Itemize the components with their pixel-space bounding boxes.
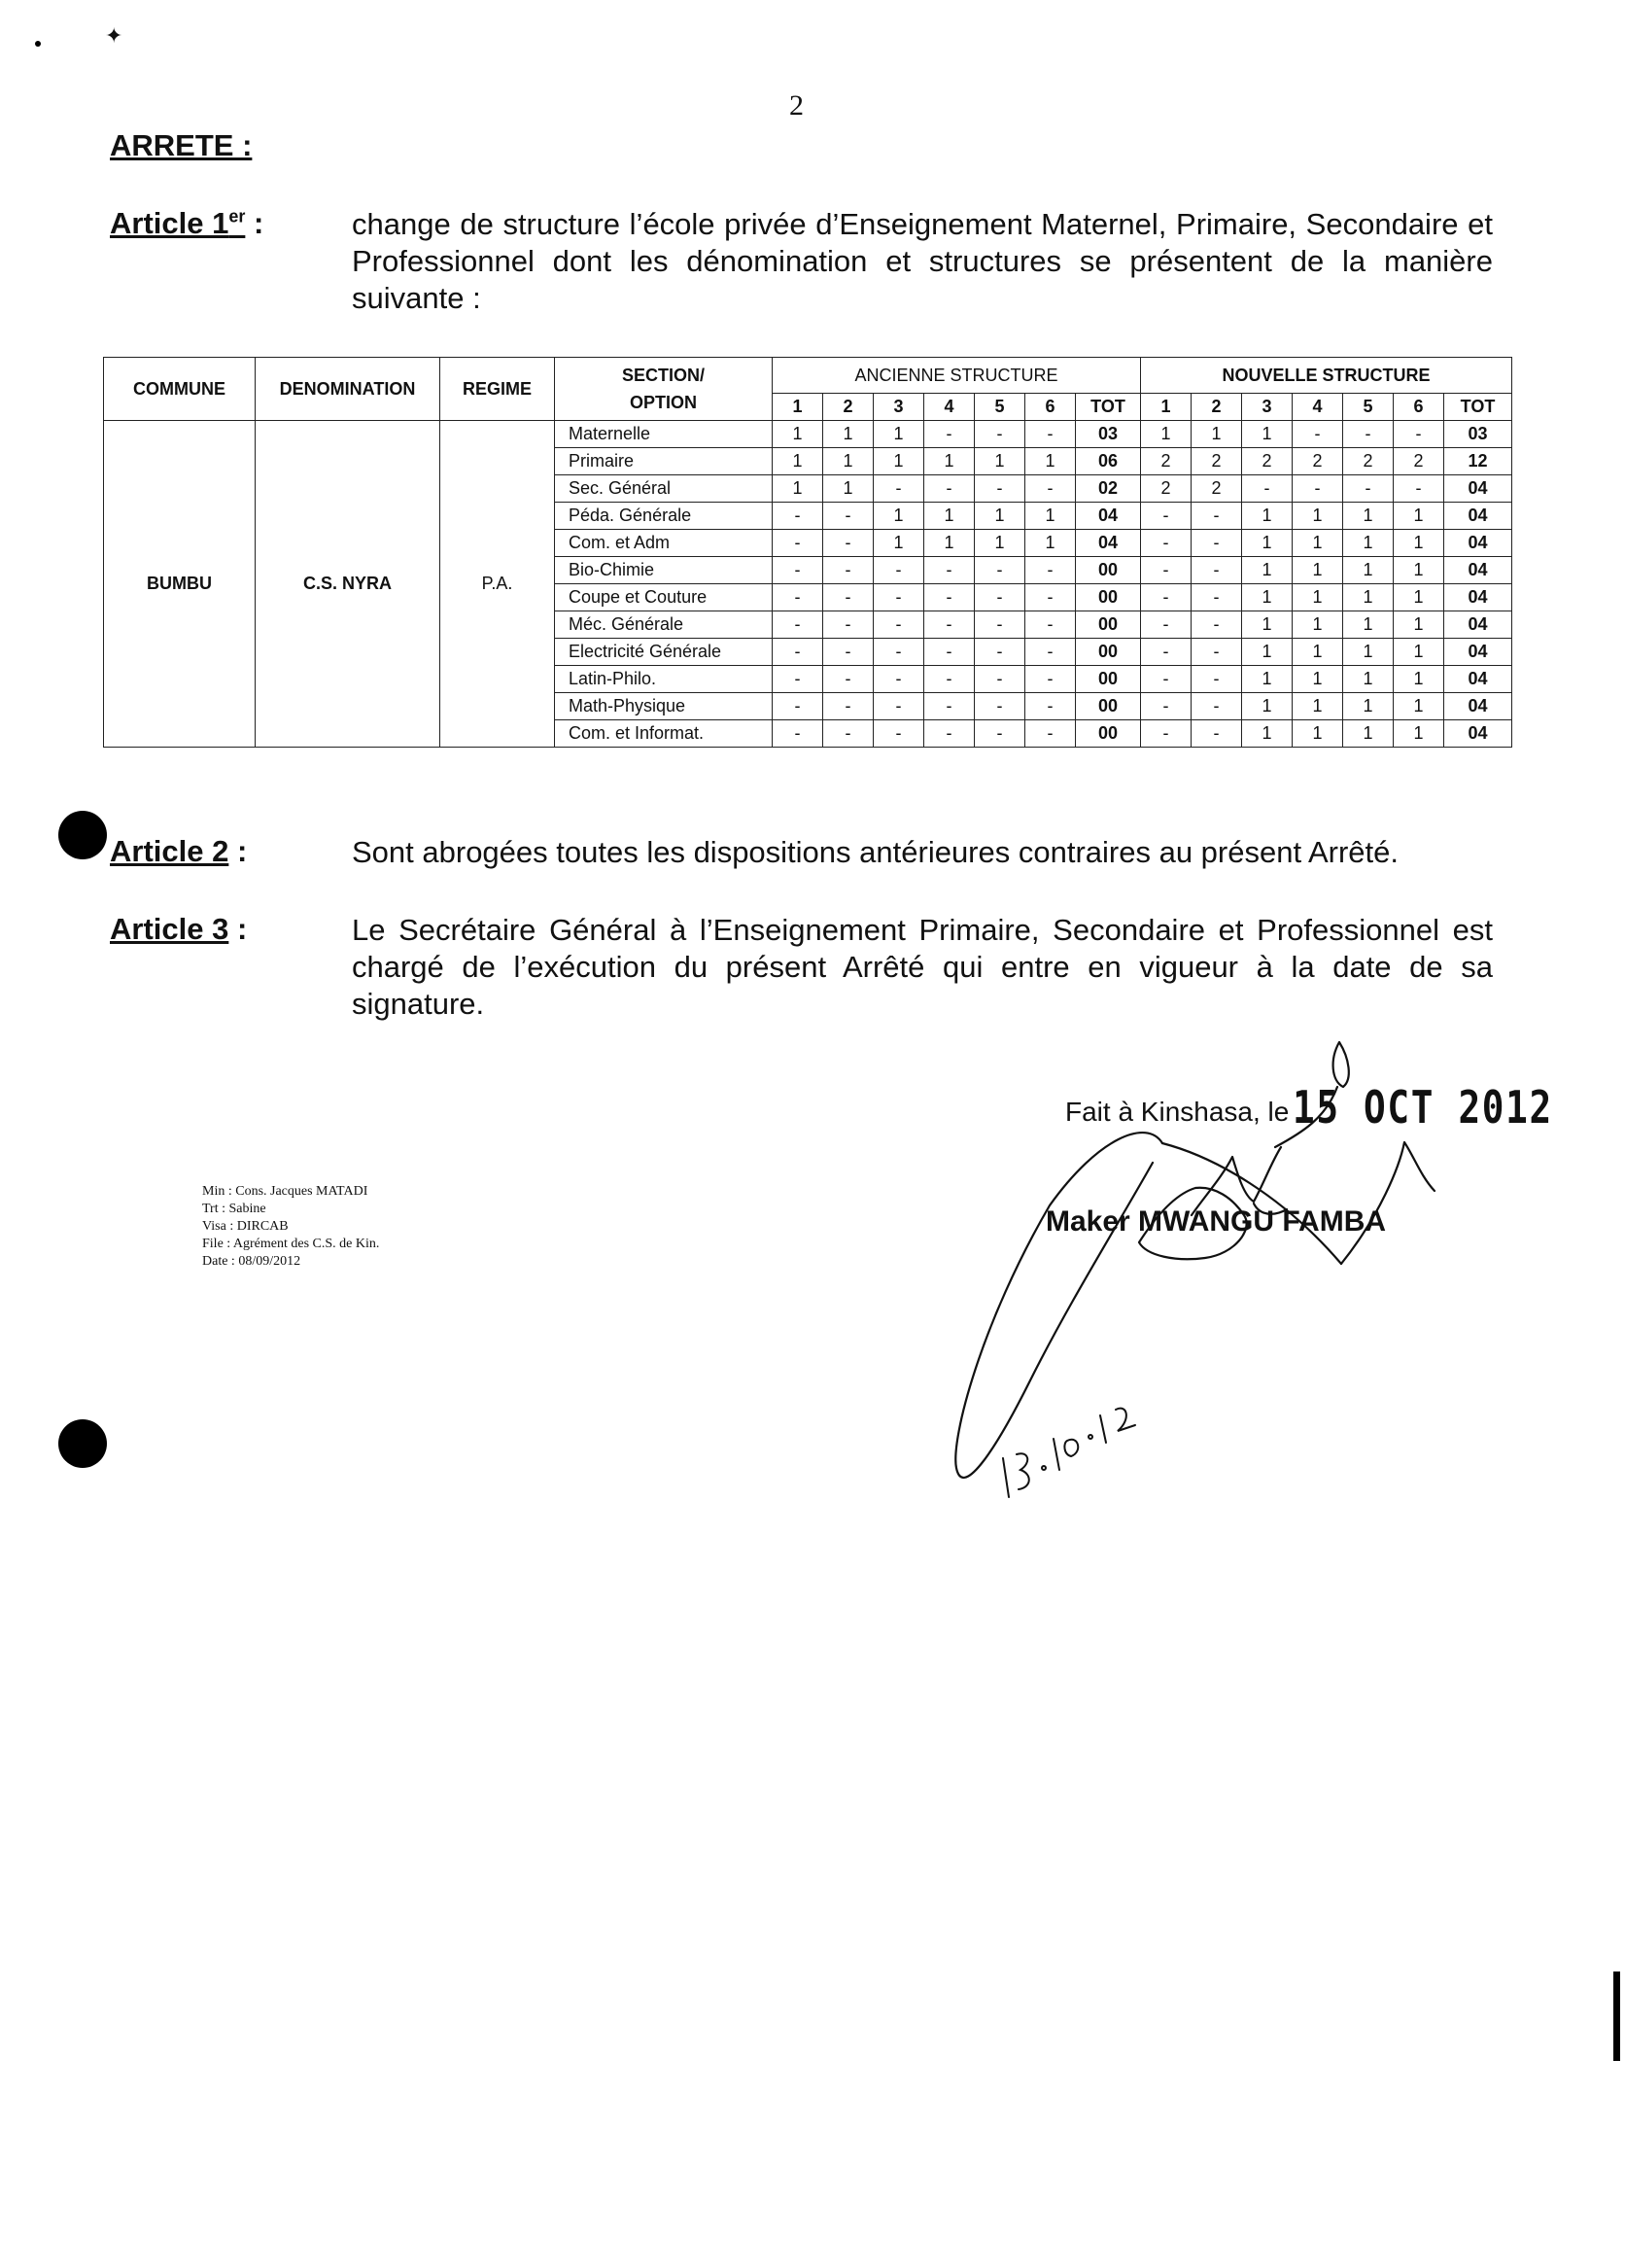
nouvelle-year-cell: 1 (1293, 611, 1343, 639)
nouvelle-year-cell: 1 (1343, 639, 1394, 666)
ancienne-year-cell: - (773, 611, 823, 639)
ancienne-year-cell: - (975, 421, 1025, 448)
ancienne-year-cell: - (975, 720, 1025, 748)
ancienne-year-cell: - (874, 639, 924, 666)
nouvelle-total-cell: 04 (1444, 693, 1512, 720)
nouvelle-year-cell: - (1141, 503, 1192, 530)
ancienne-year-cell: - (874, 693, 924, 720)
article-1-colon: : (245, 206, 264, 240)
header-section-option (555, 358, 773, 421)
ancienne-year-cell: - (924, 421, 975, 448)
nouvelle-total-cell: 04 (1444, 720, 1512, 748)
col-header: 6 (1394, 394, 1444, 421)
nouvelle-year-cell: 1 (1242, 693, 1293, 720)
nouvelle-year-cell: 2 (1192, 448, 1242, 475)
ancienne-year-cell: - (773, 693, 823, 720)
ancienne-total-cell: 00 (1076, 639, 1141, 666)
regime-cell: P.A. (440, 421, 555, 748)
ancienne-year-cell: - (975, 557, 1025, 584)
ancienne-year-cell: - (975, 666, 1025, 693)
arrete-heading: ARRETE : (110, 128, 253, 162)
punch-hole-mark (58, 811, 107, 859)
nouvelle-year-cell: 1 (1394, 666, 1444, 693)
ancienne-year-cell: 1 (773, 475, 823, 503)
ancienne-year-cell: - (975, 475, 1025, 503)
nouvelle-year-cell: - (1192, 611, 1242, 639)
col-header: 4 (924, 394, 975, 421)
nouvelle-year-cell: 1 (1242, 666, 1293, 693)
option-cell: Péda. Générale (555, 503, 773, 530)
ancienne-year-cell: - (773, 720, 823, 748)
nouvelle-total-cell: 03 (1444, 421, 1512, 448)
option-cell: Sec. Général (555, 475, 773, 503)
ancienne-year-cell: - (1025, 584, 1076, 611)
col-header-tot: TOT (1076, 394, 1141, 421)
ancienne-year-cell: - (1025, 720, 1076, 748)
nouvelle-year-cell: 2 (1192, 475, 1242, 503)
ancienne-total-cell: 02 (1076, 475, 1141, 503)
nouvelle-year-cell: 1 (1394, 503, 1444, 530)
ancienne-year-cell: 1 (924, 503, 975, 530)
nouvelle-year-cell: 1 (1242, 639, 1293, 666)
ancienne-year-cell: - (1025, 421, 1076, 448)
ancienne-year-cell: - (773, 584, 823, 611)
scan-edge-mark (1613, 1971, 1620, 2061)
ancienne-year-cell: - (1025, 611, 1076, 639)
ancienne-year-cell: - (975, 693, 1025, 720)
article-3-colon: : (228, 912, 248, 946)
nouvelle-year-cell: 1 (1394, 693, 1444, 720)
col-header: 3 (1242, 394, 1293, 421)
ancienne-year-cell: - (823, 693, 874, 720)
nouvelle-year-cell: 1 (1293, 693, 1343, 720)
ancienne-year-cell: - (773, 639, 823, 666)
ancienne-year-cell: - (823, 530, 874, 557)
header-regime: REGIME (440, 358, 555, 421)
ancienne-total-cell: 06 (1076, 448, 1141, 475)
ancienne-year-cell: 1 (874, 530, 924, 557)
nouvelle-year-cell: - (1141, 530, 1192, 557)
ancienne-year-cell: - (1025, 639, 1076, 666)
nouvelle-year-cell: - (1141, 557, 1192, 584)
nouvelle-year-cell: - (1141, 639, 1192, 666)
ancienne-year-cell: 1 (975, 503, 1025, 530)
nouvelle-year-cell: 1 (1242, 720, 1293, 748)
nouvelle-year-cell: 1 (1242, 503, 1293, 530)
nouvelle-year-cell: - (1192, 584, 1242, 611)
ancienne-year-cell: 1 (773, 448, 823, 475)
nouvelle-total-cell: 04 (1444, 530, 1512, 557)
nouvelle-year-cell: - (1141, 720, 1192, 748)
nouvelle-year-cell: - (1192, 639, 1242, 666)
ancienne-year-cell: 1 (874, 421, 924, 448)
nouvelle-year-cell: 2 (1394, 448, 1444, 475)
ancienne-year-cell: - (773, 666, 823, 693)
nouvelle-year-cell: 2 (1343, 448, 1394, 475)
nouvelle-total-cell: 12 (1444, 448, 1512, 475)
nouvelle-year-cell: - (1192, 503, 1242, 530)
nouvelle-total-cell: 04 (1444, 503, 1512, 530)
ancienne-year-cell: - (924, 693, 975, 720)
nouvelle-year-cell: - (1192, 666, 1242, 693)
nouvelle-total-cell: 04 (1444, 584, 1512, 611)
option-cell: Maternelle (555, 421, 773, 448)
ancienne-total-cell: 04 (1076, 503, 1141, 530)
ancienne-year-cell: - (1025, 475, 1076, 503)
ancienne-year-cell: 1 (924, 530, 975, 557)
article-2-label (110, 834, 247, 869)
nouvelle-year-cell: - (1141, 584, 1192, 611)
nouvelle-year-cell: 1 (1242, 530, 1293, 557)
ancienne-year-cell: 1 (1025, 503, 1076, 530)
nouvelle-year-cell: - (1192, 693, 1242, 720)
nouvelle-year-cell: 1 (1343, 557, 1394, 584)
nouvelle-year-cell: 2 (1293, 448, 1343, 475)
ancienne-year-cell: 1 (823, 475, 874, 503)
header-commune: COMMUNE (104, 358, 256, 421)
nouvelle-year-cell: 1 (1343, 720, 1394, 748)
ancienne-year-cell: - (823, 503, 874, 530)
nouvelle-total-cell: 04 (1444, 639, 1512, 666)
nouvelle-year-cell: 1 (1394, 720, 1444, 748)
ancienne-year-cell: - (924, 639, 975, 666)
nouvelle-year-cell: - (1192, 557, 1242, 584)
nouvelle-year-cell: 1 (1394, 584, 1444, 611)
ancienne-total-cell: 00 (1076, 611, 1141, 639)
col-header-tot: TOT (1444, 394, 1512, 421)
nouvelle-year-cell: 1 (1293, 639, 1343, 666)
nouvelle-year-cell: 1 (1293, 503, 1343, 530)
ancienne-year-cell: 1 (874, 503, 924, 530)
ancienne-year-cell: 1 (823, 448, 874, 475)
ancienne-year-cell: - (924, 666, 975, 693)
ancienne-year-cell: 1 (874, 448, 924, 475)
ancienne-year-cell: 1 (924, 448, 975, 475)
nouvelle-year-cell: 1 (1293, 557, 1343, 584)
date-stamp: 15 OCT 2012 (1293, 1081, 1553, 1134)
structure-table-body (104, 421, 1512, 748)
ancienne-year-cell: - (924, 611, 975, 639)
ancienne-total-cell: 04 (1076, 530, 1141, 557)
nouvelle-year-cell: 1 (1192, 421, 1242, 448)
nouvelle-total-cell: 04 (1444, 611, 1512, 639)
ancienne-year-cell: - (924, 475, 975, 503)
ancienne-year-cell: 1 (823, 421, 874, 448)
ancienne-year-cell: 1 (1025, 530, 1076, 557)
structure-table (103, 357, 1512, 748)
col-header: 3 (874, 394, 924, 421)
header-nouvelle-structure: NOUVELLE STRUCTURE (1141, 358, 1512, 394)
denomination-cell: C.S. NYRA (256, 421, 440, 748)
nouvelle-year-cell: 2 (1141, 448, 1192, 475)
punch-hole-mark (58, 1419, 107, 1468)
nouvelle-total-cell: 04 (1444, 666, 1512, 693)
ancienne-total-cell: 00 (1076, 720, 1141, 748)
scan-speck: ✦ (105, 23, 123, 48)
option-cell: Primaire (555, 448, 773, 475)
col-header: 1 (773, 394, 823, 421)
ancienne-year-cell: - (874, 557, 924, 584)
ancienne-year-cell: - (823, 611, 874, 639)
option-cell: Méc. Générale (555, 611, 773, 639)
col-header: 4 (1293, 394, 1343, 421)
nouvelle-year-cell: 1 (1394, 611, 1444, 639)
nouvelle-year-cell: 1 (1242, 557, 1293, 584)
nouvelle-year-cell: 2 (1141, 475, 1192, 503)
nouvelle-year-cell: - (1141, 611, 1192, 639)
nouvelle-year-cell: 1 (1293, 530, 1343, 557)
nouvelle-year-cell: 1 (1293, 584, 1343, 611)
option-cell: Bio-Chimie (555, 557, 773, 584)
ancienne-total-cell: 00 (1076, 693, 1141, 720)
ancienne-year-cell: - (773, 503, 823, 530)
nouvelle-year-cell: 1 (1242, 584, 1293, 611)
nouvelle-year-cell: - (1394, 475, 1444, 503)
col-header: 6 (1025, 394, 1076, 421)
option-cell: Com. et Adm (555, 530, 773, 557)
ancienne-year-cell: - (773, 557, 823, 584)
col-header: 1 (1141, 394, 1192, 421)
nouvelle-year-cell: - (1343, 475, 1394, 503)
ref-line-trt: Trt : Sabine (202, 1202, 266, 1216)
ancienne-year-cell: - (823, 666, 874, 693)
ancienne-year-cell: - (924, 720, 975, 748)
ancienne-year-cell: - (874, 475, 924, 503)
nouvelle-year-cell: 2 (1242, 448, 1293, 475)
nouvelle-year-cell: 1 (1343, 530, 1394, 557)
ancienne-year-cell: - (773, 530, 823, 557)
ancienne-year-cell: 1 (975, 448, 1025, 475)
fait-a-kinshasa: Fait à Kinshasa, le (1065, 1097, 1290, 1127)
nouvelle-year-cell: 1 (1394, 639, 1444, 666)
ancienne-year-cell: - (874, 666, 924, 693)
ancienne-year-cell: - (823, 584, 874, 611)
nouvelle-year-cell: 1 (1343, 503, 1394, 530)
article-1-label (110, 206, 263, 241)
col-header: 5 (975, 394, 1025, 421)
ancienne-year-cell: - (1025, 557, 1076, 584)
ancienne-year-cell: - (975, 584, 1025, 611)
ref-line-min: Min : Cons. Jacques MATADI (202, 1184, 368, 1199)
nouvelle-year-cell: - (1141, 666, 1192, 693)
table-row (104, 421, 1512, 448)
option-cell: Latin-Philo. (555, 666, 773, 693)
nouvelle-year-cell: - (1141, 693, 1192, 720)
ref-line-date: Date : 08/09/2012 (202, 1254, 301, 1269)
nouvelle-year-cell: 1 (1343, 693, 1394, 720)
ancienne-year-cell: - (823, 639, 874, 666)
ancienne-year-cell: 1 (773, 421, 823, 448)
article-2-label-text: Article 2 (110, 834, 229, 868)
ancienne-total-cell: 00 (1076, 557, 1141, 584)
col-header: 2 (1192, 394, 1242, 421)
col-header: 5 (1343, 394, 1394, 421)
nouvelle-year-cell: 1 (1293, 666, 1343, 693)
commune-cell: BUMBU (104, 421, 256, 748)
page-number: 2 (789, 89, 804, 122)
ancienne-year-cell: - (975, 611, 1025, 639)
header-option: OPTION (629, 393, 697, 412)
ancienne-year-cell: - (874, 584, 924, 611)
ancienne-year-cell: - (823, 720, 874, 748)
col-header: 2 (823, 394, 874, 421)
ancienne-year-cell: - (1025, 666, 1076, 693)
nouvelle-year-cell: 1 (1343, 584, 1394, 611)
ancienne-total-cell: 00 (1076, 666, 1141, 693)
article-1-label-sup: er (228, 206, 246, 227)
scan-speck (35, 41, 41, 47)
article-3-label (110, 912, 247, 947)
nouvelle-year-cell: - (1293, 475, 1343, 503)
nouvelle-year-cell: 1 (1242, 421, 1293, 448)
article-1-text: change de structure l’école privée d’Enseignement Maternel, Primaire, Secondaire et Professionnel dont les dénomination et structures se présentent de la manière suivante : (352, 207, 1493, 315)
article-2-text: Sont abrogées toutes les dispositions antérieures contraires au présent Arrêté. (352, 835, 1400, 869)
article-3-label-text: Article 3 (110, 912, 229, 946)
nouvelle-year-cell: - (1343, 421, 1394, 448)
article-3-text: Le Secrétaire Général à l’Enseignement Primaire, Secondaire et Professionnel est chargé de l’exécution du présent Arrêté qui entre en vigueur à la date de sa signature. (352, 913, 1493, 1021)
nouvelle-year-cell: - (1394, 421, 1444, 448)
ancienne-year-cell: 1 (975, 530, 1025, 557)
ancienne-year-cell: - (823, 557, 874, 584)
article-1-label-text: Article 1 (110, 206, 229, 240)
header-denomination: DENOMINATION (256, 358, 440, 421)
article-2-colon: : (228, 834, 248, 868)
option-cell: Electricité Générale (555, 639, 773, 666)
nouvelle-year-cell: 1 (1242, 611, 1293, 639)
ancienne-year-cell: - (1025, 693, 1076, 720)
ancienne-year-cell: - (924, 557, 975, 584)
header-section: SECTION/ (621, 366, 705, 385)
nouvelle-year-cell: 1 (1343, 666, 1394, 693)
nouvelle-year-cell: - (1293, 421, 1343, 448)
nouvelle-year-cell: - (1192, 530, 1242, 557)
ref-line-visa: Visa : DIRCAB (202, 1219, 289, 1234)
ancienne-total-cell: 03 (1076, 421, 1141, 448)
ref-line-file: File : Agrément des C.S. de Kin. (202, 1237, 380, 1251)
option-cell: Com. et Informat. (555, 720, 773, 748)
nouvelle-year-cell: - (1192, 720, 1242, 748)
ancienne-year-cell: - (874, 611, 924, 639)
nouvelle-year-cell: 1 (1394, 557, 1444, 584)
nouvelle-year-cell: - (1242, 475, 1293, 503)
nouvelle-total-cell: 04 (1444, 475, 1512, 503)
ancienne-year-cell: 1 (1025, 448, 1076, 475)
nouvelle-year-cell: 1 (1343, 611, 1394, 639)
ancienne-total-cell: 00 (1076, 584, 1141, 611)
ancienne-year-cell: - (975, 639, 1025, 666)
nouvelle-year-cell: 1 (1394, 530, 1444, 557)
ancienne-year-cell: - (924, 584, 975, 611)
option-cell: Coupe et Couture (555, 584, 773, 611)
nouvelle-total-cell: 04 (1444, 557, 1512, 584)
signer-name: Maker MWANGU FAMBA (1046, 1205, 1387, 1238)
header-ancienne-structure: ANCIENNE STRUCTURE (773, 358, 1141, 394)
option-cell: Math-Physique (555, 693, 773, 720)
nouvelle-year-cell: 1 (1141, 421, 1192, 448)
nouvelle-year-cell: 1 (1293, 720, 1343, 748)
ancienne-year-cell: - (874, 720, 924, 748)
